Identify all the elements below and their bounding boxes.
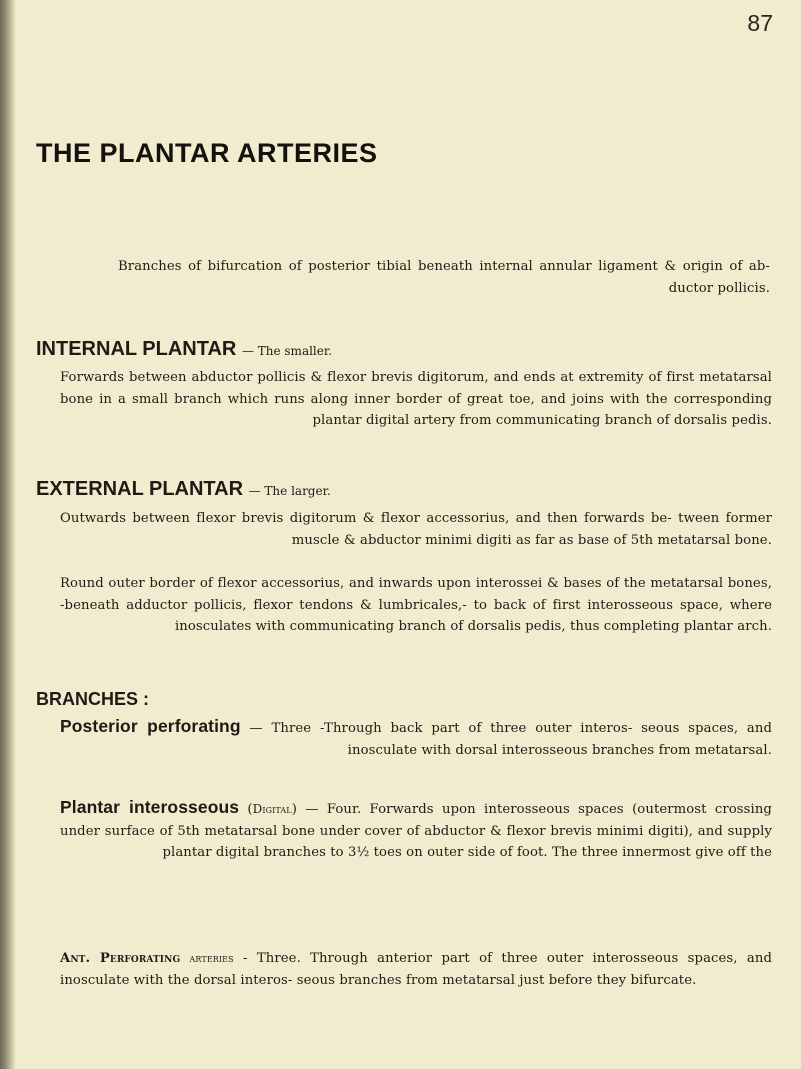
plantar-interosseous-qualifier: Digital bbox=[252, 802, 292, 816]
external-plantar-heading bbox=[36, 478, 331, 501]
posterior-perforating-entry bbox=[60, 716, 772, 761]
external-plantar-arch-text: Round outer border of flexor accessorius, and inwards upon interossei & bases of the metatarsal bones, -beneath adductor pollicis, flexor tendons & lumbricales,- to back of first interosseous space, where inosculates with communicating branch of dorsalis pedis, thus completing plantar arch. bbox=[60, 576, 772, 634]
book-spine-shadow bbox=[0, 0, 16, 1069]
posterior-perforating-name: Posterior perforating bbox=[60, 716, 241, 736]
anterior-perforating-label-rest: arteries bbox=[189, 951, 234, 965]
internal-plantar-text: Forwards between abductor pollicis & flexor brevis digitorum, and ends at extremity of first metatarsal bone in a small branch which runs along inner border of great toe, and joins with the corresponding plantar digital artery from communicating branch of dorsalis pedis. bbox=[60, 370, 772, 428]
anterior-perforating-text: - Three. Through anterior part of three outer interosseous spaces, and inosculate with the dorsal interos- seous branches from metatarsal just before they bifurcate. bbox=[60, 951, 772, 988]
external-plantar-title: EXTERNAL PLANTAR bbox=[36, 478, 244, 500]
page-title: THE PLANTAR ARTERIES bbox=[36, 138, 378, 168]
internal-plantar-heading bbox=[36, 338, 332, 361]
external-plantar-subtitle: — The larger. bbox=[248, 484, 331, 498]
posterior-perforating-text: — Three -Through back part of three outer interos- seous spaces, and inosculate with dorsal interosseous branches from metatarsal. bbox=[249, 721, 772, 758]
page-number: 87 bbox=[747, 10, 773, 36]
plantar-interosseous-text: — Four. Forwards upon interosseous spaces (outermost crossing under surface of 5th metatarsal bone under cover of abductor & flexor brevis minimi digiti), and supply plantar digital branches to 3½ toes on outer side of foot. The three innermost give off the bbox=[60, 802, 772, 860]
external-plantar-course-text: Outwards between flexor brevis digitorum & flexor accessorius, and then forwards be- tween former muscle & abductor minimi digiti as far as base of 5th metatarsal bone. bbox=[60, 511, 772, 548]
anterior-perforating-entry bbox=[60, 948, 772, 991]
internal-plantar-title: INTERNAL PLANTAR bbox=[36, 338, 237, 360]
plantar-interosseous-entry: Plantar interosseous (Digital) — Four. Forwards upon interosseous spaces (outermost crossing under surface of 5th metatarsal bone under cover of abductor & flexor brevis minimi digiti), and supply plantar digital branches to 3½ toes on outer side of foot. The three innermost give off the bbox=[60, 797, 772, 860]
plantar-interosseous-name: Plantar interosseous bbox=[60, 797, 240, 817]
branches-heading: BRANCHES : bbox=[36, 689, 150, 709]
internal-plantar-subtitle: — The smaller. bbox=[241, 344, 333, 358]
anterior-perforating-label: Ant. Perforating bbox=[60, 951, 181, 966]
intro-paragraph: Branches of bifurcation of posterior tibial beneath internal annular ligament & origin of ab- ductor pollicis. bbox=[118, 259, 770, 296]
